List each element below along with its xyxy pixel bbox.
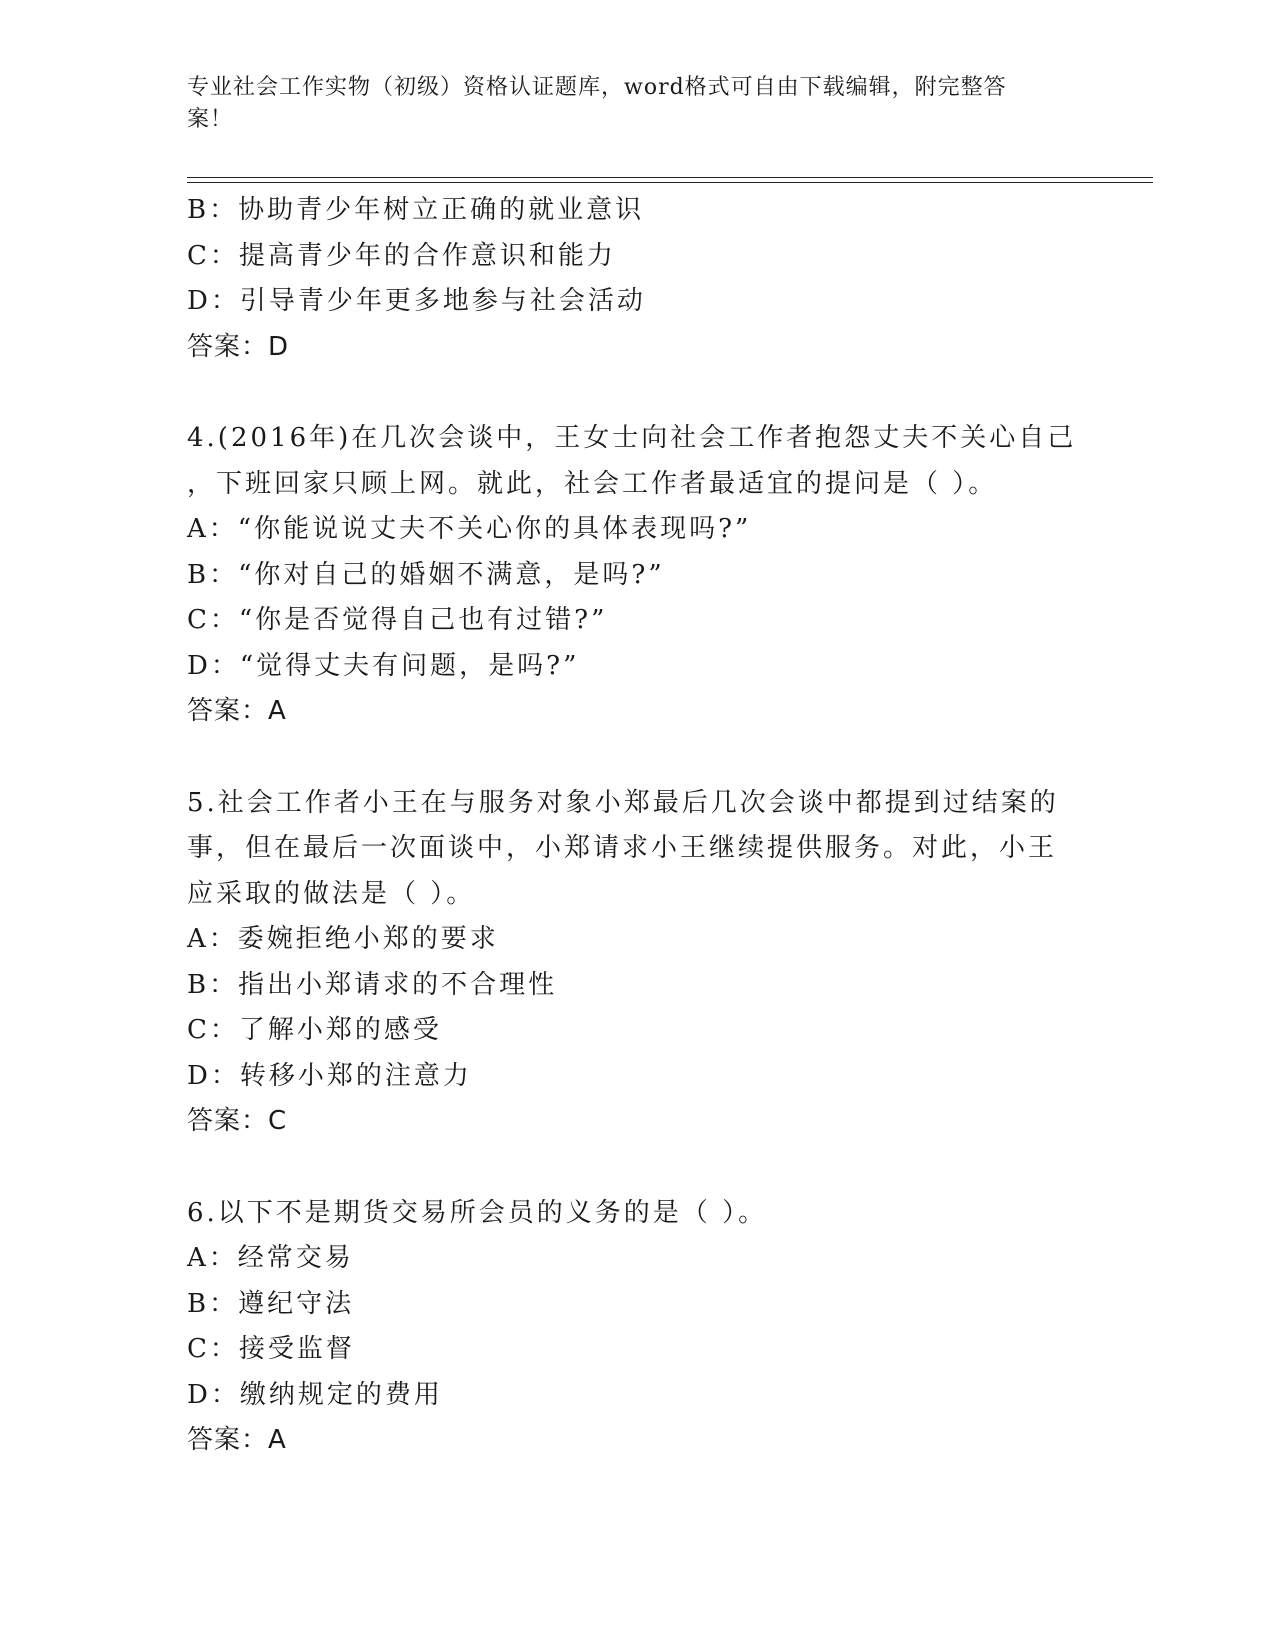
option-a: A：委婉拒绝小郑的要求 — [187, 924, 499, 954]
header-divider-top — [187, 177, 1153, 178]
option-d: D：转移小郑的注意力 — [187, 1060, 472, 1091]
question-6 — [187, 1191, 1067, 1464]
question-stem-line: 事，但在最后一次面谈中，小郑请求小王继续提供服务。对此，小王 — [187, 833, 1058, 863]
answer: 答案：D — [187, 331, 290, 362]
question-3 — [187, 188, 1067, 370]
question-stem-line: ，下班回家只顾上网。就此，社会工作者最适宜的提问是（ ）。 — [187, 468, 998, 499]
option-b: B：协助青少年树立正确的就业意识 — [187, 195, 645, 225]
option-a: A：经常交易 — [187, 1243, 354, 1273]
option-d: D：引导青少年更多地参与社会活动 — [187, 286, 646, 316]
option-c: C：了解小郑的感受 — [187, 1015, 442, 1045]
header-divider-bottom — [187, 182, 1153, 183]
question-list — [187, 188, 1077, 1464]
option-b: B：指出小郑请求的不合理性 — [187, 969, 558, 1000]
option-d: D：“觉得丈夫有问题，是吗?” — [187, 650, 580, 681]
question-stem-line: 应采取的做法是（ ）。 — [187, 878, 476, 909]
question-stem-line: 5.社会工作者小王在与服务对象小郑最后几次会谈中都提到过结案的 — [187, 787, 1059, 818]
answer: 答案：A — [187, 696, 287, 726]
question-stem-line: 6.以下不是期货交易所会员的义务的是（ ）。 — [187, 1197, 768, 1228]
option-b: B：“你对自己的婚姻不满意，是吗?” — [187, 559, 665, 590]
document-header — [187, 72, 1067, 136]
answer: 答案：A — [187, 1425, 287, 1455]
option-b: B：遵纪守法 — [187, 1288, 355, 1319]
option-a: A：“你能说说丈夫不关心你的具体表现吗?” — [187, 514, 752, 544]
option-c: C：接受监督 — [187, 1334, 355, 1364]
question-4 — [187, 416, 1077, 735]
answer: 答案：C — [187, 1106, 288, 1136]
header-line-2: 案！ — [187, 107, 234, 132]
option-c: C：“你是否觉得自己也有过错?” — [187, 605, 608, 635]
option-c: C：提高青少年的合作意识和能力 — [187, 240, 616, 271]
question-stem-line: 4.(2016年)在几次会谈中，王女士向社会工作者抱怨丈夫不关心自己 — [187, 423, 1077, 453]
option-d: D：缴纳规定的费用 — [187, 1379, 443, 1410]
header-line-1: 专业社会工作实物（初级）资格认证题库，word格式可自由下载编辑，附完整答 — [187, 75, 1007, 100]
question-5 — [187, 781, 1067, 1145]
